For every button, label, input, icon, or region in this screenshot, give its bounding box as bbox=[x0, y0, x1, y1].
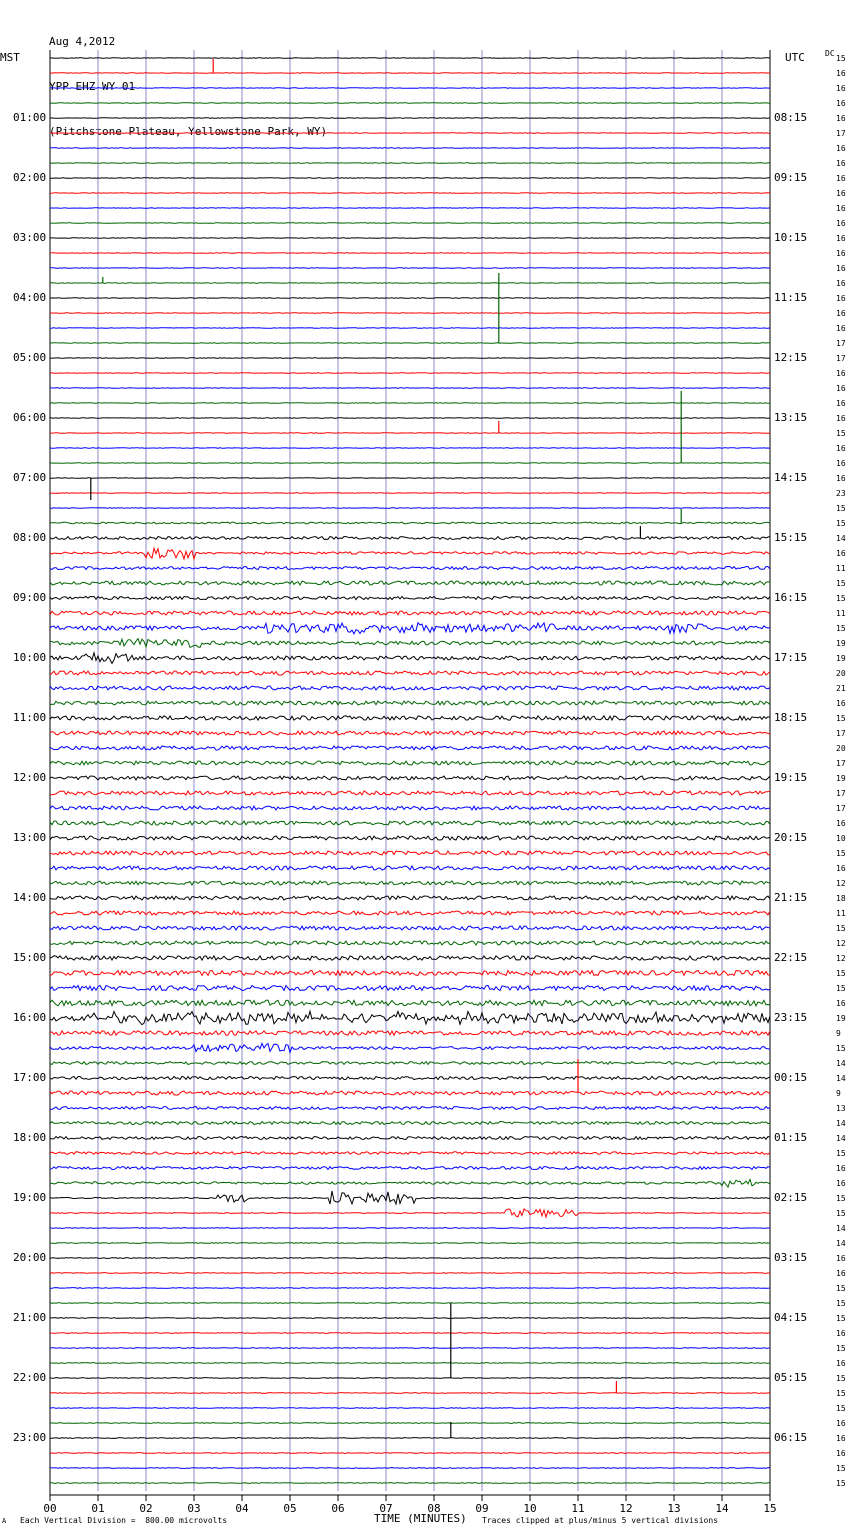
trace-row bbox=[50, 731, 770, 735]
dc-offset-label: 15 bbox=[836, 1464, 846, 1473]
trace-row bbox=[50, 1043, 770, 1052]
trace-row bbox=[50, 388, 770, 389]
dc-offset-label: 13 bbox=[836, 1104, 846, 1113]
trace-row bbox=[50, 1348, 770, 1349]
right-timezone-label: UTC bbox=[785, 51, 805, 64]
left-hour-label: 18:00 bbox=[13, 1131, 47, 1144]
dc-offset-label: 15 bbox=[836, 1404, 846, 1413]
trace-row bbox=[50, 1031, 770, 1035]
trace-row bbox=[50, 746, 770, 750]
dc-offset-label: 15 bbox=[836, 849, 846, 858]
x-tick-label: 05 bbox=[283, 1502, 297, 1515]
dc-offset-label: 15 bbox=[836, 1479, 846, 1488]
trace-row bbox=[50, 911, 770, 915]
dc-offset-label: 17 bbox=[836, 789, 846, 798]
left-hour-label: 03:00 bbox=[13, 231, 47, 244]
station-label: YPP EHZ WY 01 bbox=[49, 80, 136, 93]
dc-offset-label: 16 bbox=[836, 1329, 846, 1338]
dc-offset-label: 9 bbox=[836, 1089, 841, 1098]
trace-row bbox=[50, 611, 770, 615]
dc-offset-label: 11 bbox=[836, 609, 846, 618]
dc-offset-label: 23 bbox=[836, 489, 846, 498]
trace-row bbox=[50, 268, 770, 269]
dc-offset-label: 16 bbox=[836, 1269, 846, 1278]
trace-row bbox=[50, 791, 770, 795]
dc-offset-label: 15 bbox=[836, 579, 846, 588]
dc-offset-label: 14 bbox=[836, 534, 846, 543]
right-hour-label: 14:15 bbox=[774, 471, 808, 484]
trace-row bbox=[50, 866, 770, 870]
dc-offset-label: 17 bbox=[836, 759, 846, 768]
trace-row bbox=[50, 1288, 770, 1289]
trace-row bbox=[50, 133, 770, 134]
x-tick-label: 10 bbox=[523, 1502, 537, 1515]
trace-row bbox=[50, 493, 770, 494]
trace-row bbox=[50, 478, 770, 479]
trace-row bbox=[50, 1179, 770, 1187]
location-label: (Pitchstone Plateau, Yellowstone Park, WY) bbox=[49, 125, 328, 138]
dc-offset-label: 16 bbox=[836, 144, 846, 153]
dc-offset-label: 11 bbox=[836, 909, 846, 918]
dc-offset-label: 10 bbox=[836, 834, 846, 843]
dc-offset-label: 16 bbox=[836, 999, 846, 1008]
dc-offset-label: 17 bbox=[836, 354, 846, 363]
trace-row bbox=[50, 283, 770, 284]
trace-row bbox=[50, 896, 770, 900]
trace-row bbox=[50, 1423, 770, 1424]
dc-offset-label: 16 bbox=[836, 264, 846, 273]
dc-offset-label: 16 bbox=[836, 234, 846, 243]
left-hour-label: 13:00 bbox=[13, 831, 47, 844]
dc-offset-label: 17 bbox=[836, 729, 846, 738]
x-tick-label: 06 bbox=[331, 1502, 345, 1515]
dc-offset-label: 16 bbox=[836, 174, 846, 183]
trace-row bbox=[50, 1011, 770, 1024]
dc-offset-label: 16 bbox=[836, 699, 846, 708]
left-hour-label: 21:00 bbox=[13, 1311, 47, 1324]
x-tick-label: 14 bbox=[715, 1502, 729, 1515]
dc-offset-label: 16 bbox=[836, 1419, 846, 1428]
dc-offset-label: 20 bbox=[836, 669, 846, 678]
dc-offset-label: 14 bbox=[836, 1239, 846, 1248]
trace-row bbox=[50, 343, 770, 344]
dc-offset-label: 11 bbox=[836, 564, 846, 573]
right-hour-label: 17:15 bbox=[774, 651, 808, 664]
left-hour-label: 23:00 bbox=[13, 1431, 47, 1444]
left-hour-label: 10:00 bbox=[13, 651, 47, 664]
trace-row bbox=[50, 537, 770, 540]
trace-row bbox=[50, 238, 770, 239]
x-tick-label: 11 bbox=[571, 1502, 585, 1515]
right-hour-label: 10:15 bbox=[774, 231, 808, 244]
trace-row bbox=[50, 1393, 770, 1394]
dc-offset-label: 16 bbox=[836, 69, 846, 78]
left-hour-label: 04:00 bbox=[13, 291, 47, 304]
trace-row bbox=[50, 623, 770, 634]
dc-offset-label: 15 bbox=[836, 1374, 846, 1383]
dc-offset-label: 16 bbox=[836, 369, 846, 378]
dc-offset-label: 15 bbox=[836, 1299, 846, 1308]
trace-row bbox=[50, 1191, 770, 1204]
trace-row bbox=[50, 358, 770, 359]
dc-offset-label: 15 bbox=[836, 429, 846, 438]
dc-offset-label: 19 bbox=[836, 774, 846, 783]
dc-offset-label: 16 bbox=[836, 309, 846, 318]
left-hour-label: 05:00 bbox=[13, 351, 47, 364]
right-hour-label: 04:15 bbox=[774, 1311, 808, 1324]
trace-row bbox=[50, 178, 770, 179]
trace-row bbox=[50, 1062, 770, 1065]
trace-row bbox=[50, 1378, 770, 1379]
right-hour-label: 03:15 bbox=[774, 1251, 808, 1264]
trace-row bbox=[50, 1438, 770, 1439]
dc-offset-label: 16 bbox=[836, 99, 846, 108]
dc-offset-label: 16 bbox=[836, 1179, 846, 1188]
dc-offset-label: 15 bbox=[836, 984, 846, 993]
trace-row bbox=[50, 373, 770, 374]
trace-row bbox=[50, 1228, 770, 1229]
x-tick-label: 08 bbox=[427, 1502, 441, 1515]
right-hour-label: 06:15 bbox=[774, 1431, 808, 1444]
trace-row bbox=[50, 1137, 770, 1140]
dc-offset-label: 20 bbox=[836, 744, 846, 753]
trace-row bbox=[50, 418, 770, 419]
trace-row bbox=[50, 1303, 770, 1304]
dc-offset-label: 15 bbox=[836, 1284, 846, 1293]
dc-offset-label: 15 bbox=[836, 1389, 846, 1398]
date-label: Aug 4,2012 bbox=[49, 35, 116, 48]
trace-row bbox=[50, 1091, 770, 1095]
trace-row bbox=[50, 1152, 770, 1155]
dc-offset-label: 16 bbox=[836, 399, 846, 408]
dc-offset-label: 9 bbox=[836, 1029, 841, 1038]
dc-offset-label: 16 bbox=[836, 204, 846, 213]
right-hour-label: 08:15 bbox=[774, 111, 808, 124]
trace-row bbox=[50, 1363, 770, 1364]
trace-row bbox=[50, 701, 770, 705]
right-hour-label: 21:15 bbox=[774, 891, 808, 904]
dc-offset-label: 16 bbox=[836, 219, 846, 228]
dc-offset-label: 15 bbox=[836, 1149, 846, 1158]
trace-row bbox=[50, 223, 770, 224]
trace-row bbox=[50, 73, 770, 74]
left-hour-label: 11:00 bbox=[13, 711, 47, 724]
left-timezone-label: MST bbox=[0, 51, 20, 64]
dc-offset-label: 16 bbox=[836, 189, 846, 198]
trace-row bbox=[50, 716, 770, 720]
dc-offset-label: 14 bbox=[836, 1074, 846, 1083]
dc-offset-label: 17 bbox=[836, 129, 846, 138]
trace-row bbox=[50, 253, 770, 254]
trace-row bbox=[50, 851, 770, 855]
left-hour-label: 02:00 bbox=[13, 171, 47, 184]
dc-offset-label: 16 bbox=[836, 159, 846, 168]
dc-offset-label: 16 bbox=[836, 474, 846, 483]
dc-offset-label: 18 bbox=[836, 894, 846, 903]
trace-row bbox=[50, 926, 770, 930]
x-tick-label: 07 bbox=[379, 1502, 393, 1515]
clip-note: Traces clipped at plus/minus 5 vertical divisions bbox=[482, 1516, 719, 1525]
trace-row bbox=[50, 1107, 770, 1110]
trace-row bbox=[50, 1408, 770, 1409]
x-tick-label: 00 bbox=[43, 1502, 57, 1515]
trace-row bbox=[50, 776, 770, 780]
right-hour-label: 19:15 bbox=[774, 771, 808, 784]
trace-row bbox=[50, 581, 770, 585]
right-hour-label: 15:15 bbox=[774, 531, 808, 544]
dc-offset-label: 15 bbox=[836, 714, 846, 723]
x-axis-title: TIME (MINUTES) bbox=[374, 1512, 467, 1525]
dc-offset-label: 16 bbox=[836, 84, 846, 93]
dc-offset-label: 16 bbox=[836, 249, 846, 258]
dc-offset-label: 16 bbox=[836, 444, 846, 453]
dc-offset-label: 15 bbox=[836, 1209, 846, 1218]
trace-row bbox=[50, 148, 770, 149]
x-tick-label: 02 bbox=[139, 1502, 153, 1515]
dc-offset-label: 16 bbox=[836, 1254, 846, 1263]
trace-row bbox=[50, 671, 770, 675]
dc-offset-label: 12 bbox=[836, 879, 846, 888]
trace-row bbox=[50, 639, 770, 648]
trace-row bbox=[50, 448, 770, 449]
dc-offset-label: 16 bbox=[836, 459, 846, 468]
dc-offset-label: 15 bbox=[836, 519, 846, 528]
left-hour-label: 09:00 bbox=[13, 591, 47, 604]
trace-row bbox=[50, 761, 770, 765]
trace-row bbox=[50, 163, 770, 164]
left-hour-label: 17:00 bbox=[13, 1071, 47, 1084]
x-tick-label: 13 bbox=[667, 1502, 681, 1515]
x-tick-label: 01 bbox=[91, 1502, 105, 1515]
dc-offset-label: 14 bbox=[836, 1059, 846, 1068]
left-hour-label: 22:00 bbox=[13, 1371, 47, 1384]
x-tick-label: 04 bbox=[235, 1502, 249, 1515]
trace-row bbox=[50, 1076, 770, 1079]
trace-row bbox=[50, 806, 770, 810]
x-tick-label: 03 bbox=[187, 1502, 201, 1515]
trace-row bbox=[50, 956, 770, 960]
trace-row bbox=[50, 1209, 770, 1217]
trace-row bbox=[50, 971, 770, 976]
trace-row bbox=[50, 1258, 770, 1259]
trace-row bbox=[50, 548, 770, 559]
dc-offset-label: 16 bbox=[836, 324, 846, 333]
left-hour-label: 08:00 bbox=[13, 531, 47, 544]
trace-row bbox=[50, 1122, 770, 1125]
left-hour-label: 12:00 bbox=[13, 771, 47, 784]
left-hour-label: 14:00 bbox=[13, 891, 47, 904]
dc-offset-label: 17 bbox=[836, 339, 846, 348]
scale-note: Each Vertical Division = 800.00 microvolts bbox=[20, 1516, 228, 1525]
x-tick-label: 09 bbox=[475, 1502, 489, 1515]
trace-row bbox=[50, 653, 770, 664]
right-hour-label: 11:15 bbox=[774, 291, 808, 304]
trace-row bbox=[50, 433, 770, 434]
corner-mark: A bbox=[2, 1517, 7, 1525]
right-hour-label: 02:15 bbox=[774, 1191, 808, 1204]
trace-row bbox=[50, 508, 770, 509]
dc-offset-label: 15 bbox=[836, 1044, 846, 1053]
right-hour-label: 23:15 bbox=[774, 1011, 808, 1024]
left-hour-label: 16:00 bbox=[13, 1011, 47, 1024]
trace-row bbox=[50, 596, 770, 599]
dc-offset-label: 15 bbox=[836, 1344, 846, 1353]
trace-row bbox=[50, 103, 770, 104]
trace-row bbox=[50, 403, 770, 404]
right-hour-label: 01:15 bbox=[774, 1131, 808, 1144]
trace-row bbox=[50, 208, 770, 209]
trace-row bbox=[50, 193, 770, 194]
trace-row bbox=[50, 522, 770, 524]
dc-offset-label: 15 bbox=[836, 504, 846, 513]
right-hour-label: 13:15 bbox=[774, 411, 808, 424]
dc-offset-label: 16 bbox=[836, 864, 846, 873]
dc-label: DC bbox=[825, 49, 835, 58]
dc-offset-label: 16 bbox=[836, 1164, 846, 1173]
trace-row bbox=[50, 463, 770, 464]
dc-offset-label: 15 bbox=[836, 594, 846, 603]
trace-row bbox=[50, 836, 770, 840]
dc-offset-label: 16 bbox=[836, 279, 846, 288]
dc-offset-label: 19 bbox=[836, 654, 846, 663]
dc-offset-label: 16 bbox=[836, 294, 846, 303]
dc-offset-label: 16 bbox=[836, 1359, 846, 1368]
trace-row bbox=[50, 941, 770, 945]
trace-row bbox=[50, 1167, 770, 1170]
trace-row bbox=[50, 1468, 770, 1469]
x-tick-label: 15 bbox=[763, 1502, 777, 1515]
trace-row bbox=[50, 118, 770, 119]
dc-offset-label: 15 bbox=[836, 1194, 846, 1203]
dc-offset-label: 15 bbox=[836, 924, 846, 933]
left-hour-label: 19:00 bbox=[13, 1191, 47, 1204]
right-hour-label: 16:15 bbox=[774, 591, 808, 604]
right-hour-label: 22:15 bbox=[774, 951, 808, 964]
dc-offset-label: 16 bbox=[836, 1434, 846, 1443]
left-hour-label: 07:00 bbox=[13, 471, 47, 484]
trace-row bbox=[50, 88, 770, 89]
right-hour-label: 18:15 bbox=[774, 711, 808, 724]
dc-offset-label: 16 bbox=[836, 819, 846, 828]
trace-row bbox=[50, 313, 770, 314]
trace-row bbox=[50, 881, 770, 885]
left-hour-label: 20:00 bbox=[13, 1251, 47, 1264]
dc-offset-label: 19 bbox=[836, 639, 846, 648]
trace-row bbox=[50, 58, 770, 59]
trace-row bbox=[50, 1000, 770, 1006]
trace-row bbox=[50, 1453, 770, 1454]
dc-offset-label: 15 bbox=[836, 1314, 846, 1323]
dc-offset-label: 17 bbox=[836, 804, 846, 813]
dc-offset-label: 16 bbox=[836, 114, 846, 123]
right-hour-label: 20:15 bbox=[774, 831, 808, 844]
trace-row bbox=[50, 328, 770, 329]
right-hour-label: 05:15 bbox=[774, 1371, 808, 1384]
trace-row bbox=[50, 1318, 770, 1319]
dc-offset-label: 19 bbox=[836, 1014, 846, 1023]
right-hour-label: 09:15 bbox=[774, 171, 808, 184]
dc-offset-label: 21 bbox=[836, 684, 846, 693]
left-hour-label: 15:00 bbox=[13, 951, 47, 964]
dc-offset-label: 15 bbox=[836, 54, 846, 63]
dc-offset-label: 16 bbox=[836, 414, 846, 423]
trace-row bbox=[50, 1243, 770, 1244]
dc-offset-label: 15 bbox=[836, 624, 846, 633]
trace-row bbox=[50, 1483, 770, 1484]
dc-offset-label: 16 bbox=[836, 384, 846, 393]
left-hour-label: 01:00 bbox=[13, 111, 47, 124]
dc-offset-label: 14 bbox=[836, 1119, 846, 1128]
dc-offset-label: 14 bbox=[836, 1134, 846, 1143]
trace-row bbox=[50, 567, 770, 570]
right-hour-label: 12:15 bbox=[774, 351, 808, 364]
trace-row bbox=[50, 821, 770, 825]
dc-offset-label: 15 bbox=[836, 969, 846, 978]
trace-row bbox=[50, 686, 770, 690]
trace-row bbox=[50, 298, 770, 299]
x-tick-label: 12 bbox=[619, 1502, 633, 1515]
left-hour-label: 06:00 bbox=[13, 411, 47, 424]
trace-row bbox=[50, 986, 770, 991]
dc-offset-label: 16 bbox=[836, 1449, 846, 1458]
dc-offset-label: 16 bbox=[836, 549, 846, 558]
trace-row bbox=[50, 1273, 770, 1274]
trace-row bbox=[50, 1333, 770, 1334]
dc-offset-label: 12 bbox=[836, 939, 846, 948]
dc-offset-label: 12 bbox=[836, 954, 846, 963]
right-hour-label: 00:15 bbox=[774, 1071, 808, 1084]
dc-offset-label: 14 bbox=[836, 1224, 846, 1233]
